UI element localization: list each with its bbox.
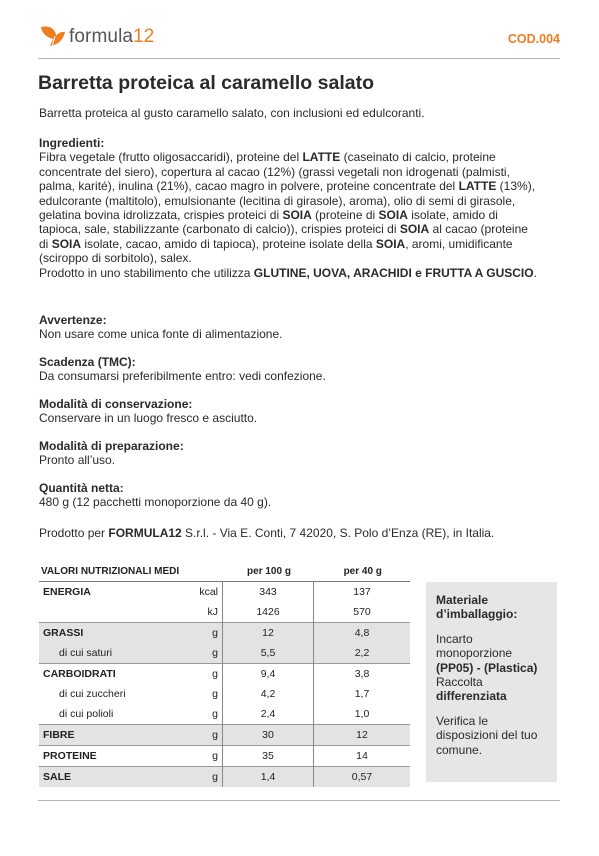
nutrient-unit: g [173,643,223,664]
ingredients-segment: isolate, cacao, amido di tapioca), proteine isolate della [81,236,376,251]
nutrient-value-per40: 1,7 [314,684,411,704]
producer-address: S.r.l. - Via E. Conti, 7 42020, S. Polo d’Enza (RE), in Italia. [181,526,495,540]
ingredients-segment: SOIA [282,208,312,223]
product-code: COD.004 [507,32,560,46]
nutrition-row [39,684,410,704]
packaging-info [436,632,547,704]
producer-brand: FORMULA12 [108,526,182,540]
ingredients-section [39,136,539,280]
logo-number: 12 [133,26,155,47]
ingredients-segment: al cacao (proteine di [39,222,528,251]
nutrient-value-per100: 1426 [223,602,314,623]
nutrition-header-per100: per 100 g [223,561,314,582]
nutrient-value-per100: 2,4 [223,704,314,725]
packaging-line2: (PP05) - (Plastica) [436,660,538,675]
ingredients-segment: SOIA [375,236,406,251]
plant-segment: GLUTINE, UOVA, ARACHIDI e FRUTTA A GUSCIO [253,265,534,280]
logo-wordmark [69,26,154,48]
nutrient-unit: g [212,708,218,720]
nutrition-row [39,582,410,603]
nutrient-name: GRASSI [39,623,173,644]
warnings-label: Avvertenze: [39,313,107,327]
nutrient-name: di cui polioli [59,708,114,720]
nutrient-value-per40: 570 [314,602,411,623]
expiry-label: Scadenza (TMC): [39,355,136,369]
ingredients-label: Ingredienti: [39,136,105,150]
nutrient-name [39,602,173,623]
packaging-line1: Incarto monoporzione [436,631,513,661]
nutrient-value-per40: 137 [314,582,411,603]
warnings-text: Non usare come unica fonte di alimentazione. [39,327,283,342]
producer-prefix: Prodotto per [39,526,109,540]
preparation-label: Modalità di preparazione: [39,439,184,453]
nutrient-value-per40: 4,8 [314,623,411,644]
nutrition-header-row [39,561,410,582]
nutrient-unit: g [173,746,223,767]
ingredients-segment: (13%), edulcorante (maltitolo), emulsionante (lecitina di girasole), aroma), olio di semi di girasole, gelatina bovina idrolizzata, crispies proteici di [39,179,536,223]
nutrient-value-per40: 2,2 [314,643,411,664]
nutrition-row [39,643,410,664]
ingredients-segment: (proteine di [311,208,379,223]
product-description: Barretta proteica al gusto caramello salato, con inclusioni ed edulcoranti. [39,106,425,120]
packaging-note: Verifica le disposizioni del tuo comune. [436,713,538,757]
nutrient-name: PROTEINE [39,746,173,767]
nutrient-unit: g [173,725,223,746]
net-quantity-section [39,481,539,510]
net-quantity-text: 480 g (12 pacchetti monoporzione da 40 g). [39,495,272,510]
nutrient-unit: kJ [207,606,218,618]
storage-text: Conservare in un luogo fresco e asciutto. [39,411,258,426]
nutrition-table-body [39,582,410,788]
nutrition-row [39,623,410,644]
nutrition-header-name: VALORI NUTRIZIONALI MEDI [39,561,223,582]
nutrition-row [39,664,410,685]
nutrient-name: di cui zuccheri [59,688,126,700]
header-divider [38,58,560,59]
preparation-text: Pronto all’uso. [39,453,116,468]
packaging-box [426,582,557,782]
ingredients-segment: LATTE [458,179,497,194]
net-quantity-label: Quantità netta: [39,481,124,495]
nutrient-unit: g [212,688,218,700]
packaging-line3: Raccolta [436,675,483,690]
nutrition-row [39,725,410,746]
nutrient-value-per40: 0,57 [314,767,411,788]
allergen-plant-text [39,266,539,280]
nutrition-row [39,746,410,767]
orange-leaf-logo-icon [38,24,66,50]
logo-prefix: formula [69,26,134,47]
nutrient-value-per40: 1,0 [314,704,411,725]
packaging-title: Materiale d’imballaggio: [436,593,518,622]
ingredients-segment: LATTE [302,150,341,165]
nutrient-name: CARBOIDRATI [39,664,173,685]
nutrient-unit: kcal [199,586,218,598]
producer-line [39,526,559,540]
nutrient-value-per100: 30 [223,725,314,746]
nutrient-value-per100: 343 [223,582,314,603]
nutrition-row [39,767,410,788]
nutrient-value-per100: 12 [223,623,314,644]
nutrient-value-per40: 3,8 [314,664,411,685]
page-title: Barretta proteica al caramello salato [38,72,374,94]
plant-segment: . [533,265,537,280]
ingredients-segment: (caseinato di calcio, proteine concentrate del siero), copertura al cacao (12%) (grassi vegetali non idrogenati (palmisti, palma, karité), inulina (21%), cacao magro in polvere, proteine concentrate del [39,150,510,194]
nutrient-unit: g [173,623,223,644]
ingredients-text [39,150,539,265]
nutrient-value-per100: 1,4 [223,767,314,788]
ingredients-segment: isolate, amido di tapioca, sale, stabilizzante (carbonato di calcio)), crispies proteici di [39,208,498,237]
nutrient-value-per100: 9,4 [223,664,314,685]
nutrient-value-per100: 4,2 [223,684,314,704]
nutrition-table [39,561,410,787]
nutrition-header-per40: per 40 g [314,561,411,582]
nutrient-name: SALE [39,767,173,788]
nutrient-unit: g [173,664,223,685]
expiry-text: Da consumarsi preferibilmente entro: vedi confezione. [39,369,326,384]
header [38,18,560,60]
nutrient-name: di cui saturi [39,643,173,664]
brand-logo [38,24,154,50]
ingredients-segment: SOIA [399,222,430,237]
plant-segment: Prodotto in uno stabilimento che utilizza [39,265,254,280]
nutrient-value-per100: 35 [223,746,314,767]
ingredients-segment: Fibra vegetale (frutto oligosaccaridi), proteine del [39,150,303,165]
nutrient-value-per40: 14 [314,746,411,767]
ingredients-segment: SOIA [51,236,82,251]
nutrient-value-per100: 5,5 [223,643,314,664]
nutrient-name: FIBRE [39,725,173,746]
nutrient-value-per40: 12 [314,725,411,746]
expiry-section [39,355,539,384]
ingredients-segment: SOIA [378,208,408,223]
warnings-section [39,313,539,342]
storage-section [39,397,539,426]
packaging-line4: differenziata [436,689,507,704]
footer-divider [38,800,560,801]
ingredients-segment: , aromi, umidificante (sciroppo di sorbitolo), salex. [39,236,513,266]
nutrition-row [39,704,410,725]
nutrient-unit: g [173,767,223,788]
storage-label: Modalità di conservazione: [39,397,193,411]
nutrient-name: ENERGIA [43,586,91,598]
preparation-section [39,439,539,468]
nutrition-row [39,602,410,623]
